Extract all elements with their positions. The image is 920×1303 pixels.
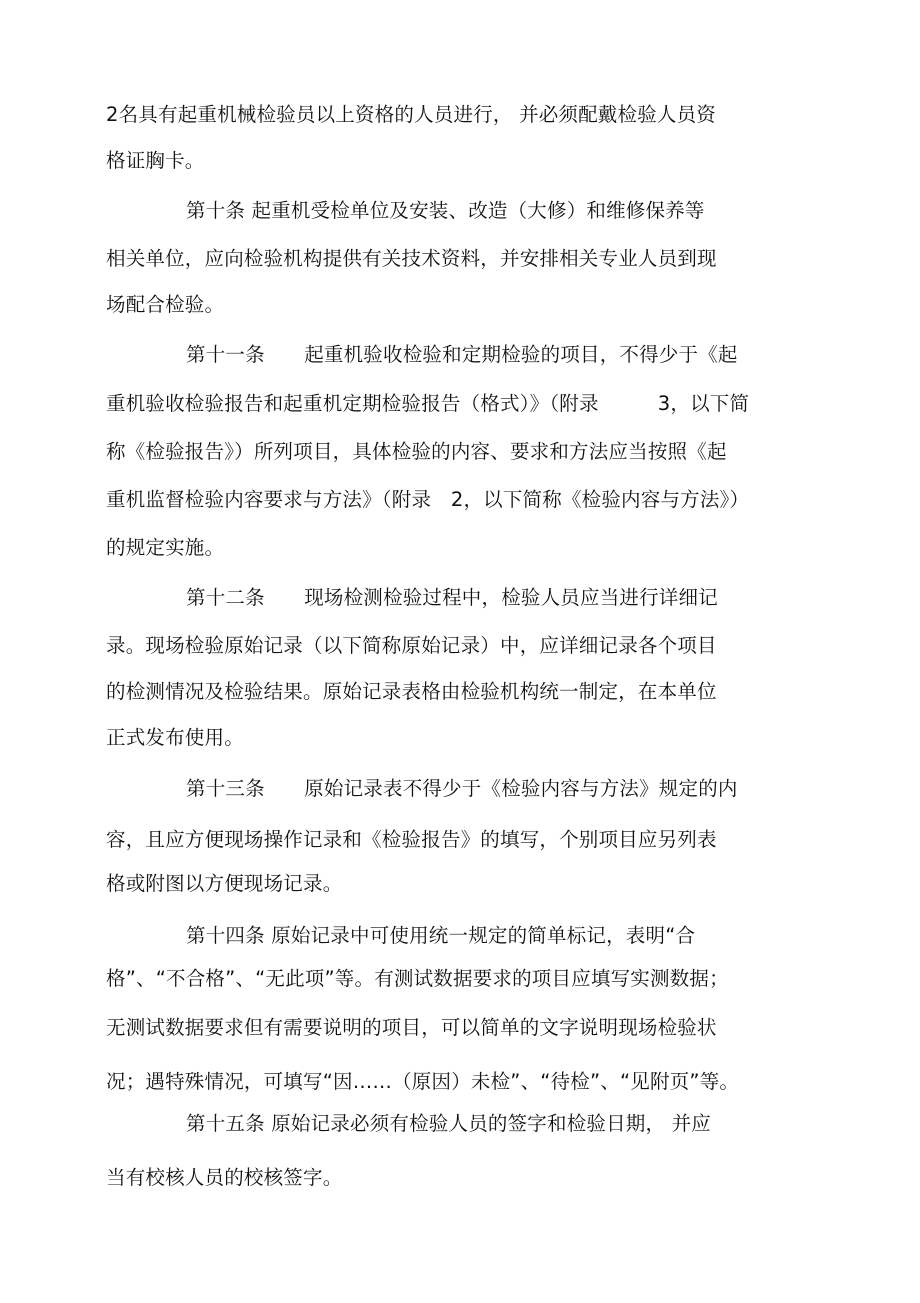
article-14-heading-line: 第十四条 原始记录中可使用统一规定的简单标记，表明“合 <box>186 924 696 947</box>
text-line: 称《检验报告》）所列项目，具体检验的内容、要求和方法应当按照《起 <box>106 440 727 463</box>
text-line: 格或附图以方便现场记录。 <box>106 872 343 895</box>
text-line: 的规定实施。 <box>106 536 225 559</box>
text-line: 当有校核人员的校核签字。 <box>106 1166 343 1189</box>
text-line: 场配合检验。 <box>106 293 225 316</box>
text-line: 重机验收检验报告和起重机定期检验报告（格式）》（附录 3，以下简 <box>106 392 750 415</box>
article-12-heading-line: 第十二条 现场检测检验过程中，检验人员应当进行详细记 <box>186 586 718 609</box>
text-line: 容，且应方便现场操作记录和《检验报告》的填写，个别项目应另列表 <box>106 828 717 851</box>
text-line: 况；遇特殊情况，可填写“因……（原因）未检”、“待检”、“见附页”等。 <box>106 1070 740 1093</box>
article-13-heading-line: 第十三条 原始记录表不得少于《检验内容与方法》规定的内 <box>186 777 738 800</box>
text-line: 的检测情况及检验结果。原始记录表格由检验机构统一制定，在本单位 <box>106 680 717 703</box>
text-line: 格证胸卡。 <box>106 149 205 172</box>
text-line: 相关单位，应向检验机构提供有关技术资料，并安排相关专业人员到现 <box>106 247 717 270</box>
text-line: 无测试数据要求但有需要说明的项目，可以简单的文字说明现场检验状 <box>106 1016 717 1039</box>
text-line: 格”、“不合格”、“无此项”等。有测试数据要求的项目应填写实测数据； <box>106 967 729 990</box>
article-10-heading-line: 第十条 起重机受检单位及安装、改造（大修）和维修保养等 <box>186 199 705 222</box>
text-line: 正式发布使用。 <box>106 726 244 749</box>
article-11-heading-line: 第十一条 起重机验收检验和定期检验的项目，不得少于《起 <box>186 343 738 366</box>
text-line: 重机监督检验内容要求与方法》（附录 2，以下简称《检验内容与方法》） <box>106 488 750 511</box>
text-line: 录。现场检验原始记录（以下简称原始记录）中，应详细记录各个项目 <box>106 634 717 657</box>
article-15-heading-line: 第十五条 原始记录必须有检验人员的签字和检验日期， 并应 <box>186 1112 711 1135</box>
text-line: 2名具有起重机械检验员以上资格的人员进行， 并必须配戴检验人员资 <box>106 103 717 126</box>
